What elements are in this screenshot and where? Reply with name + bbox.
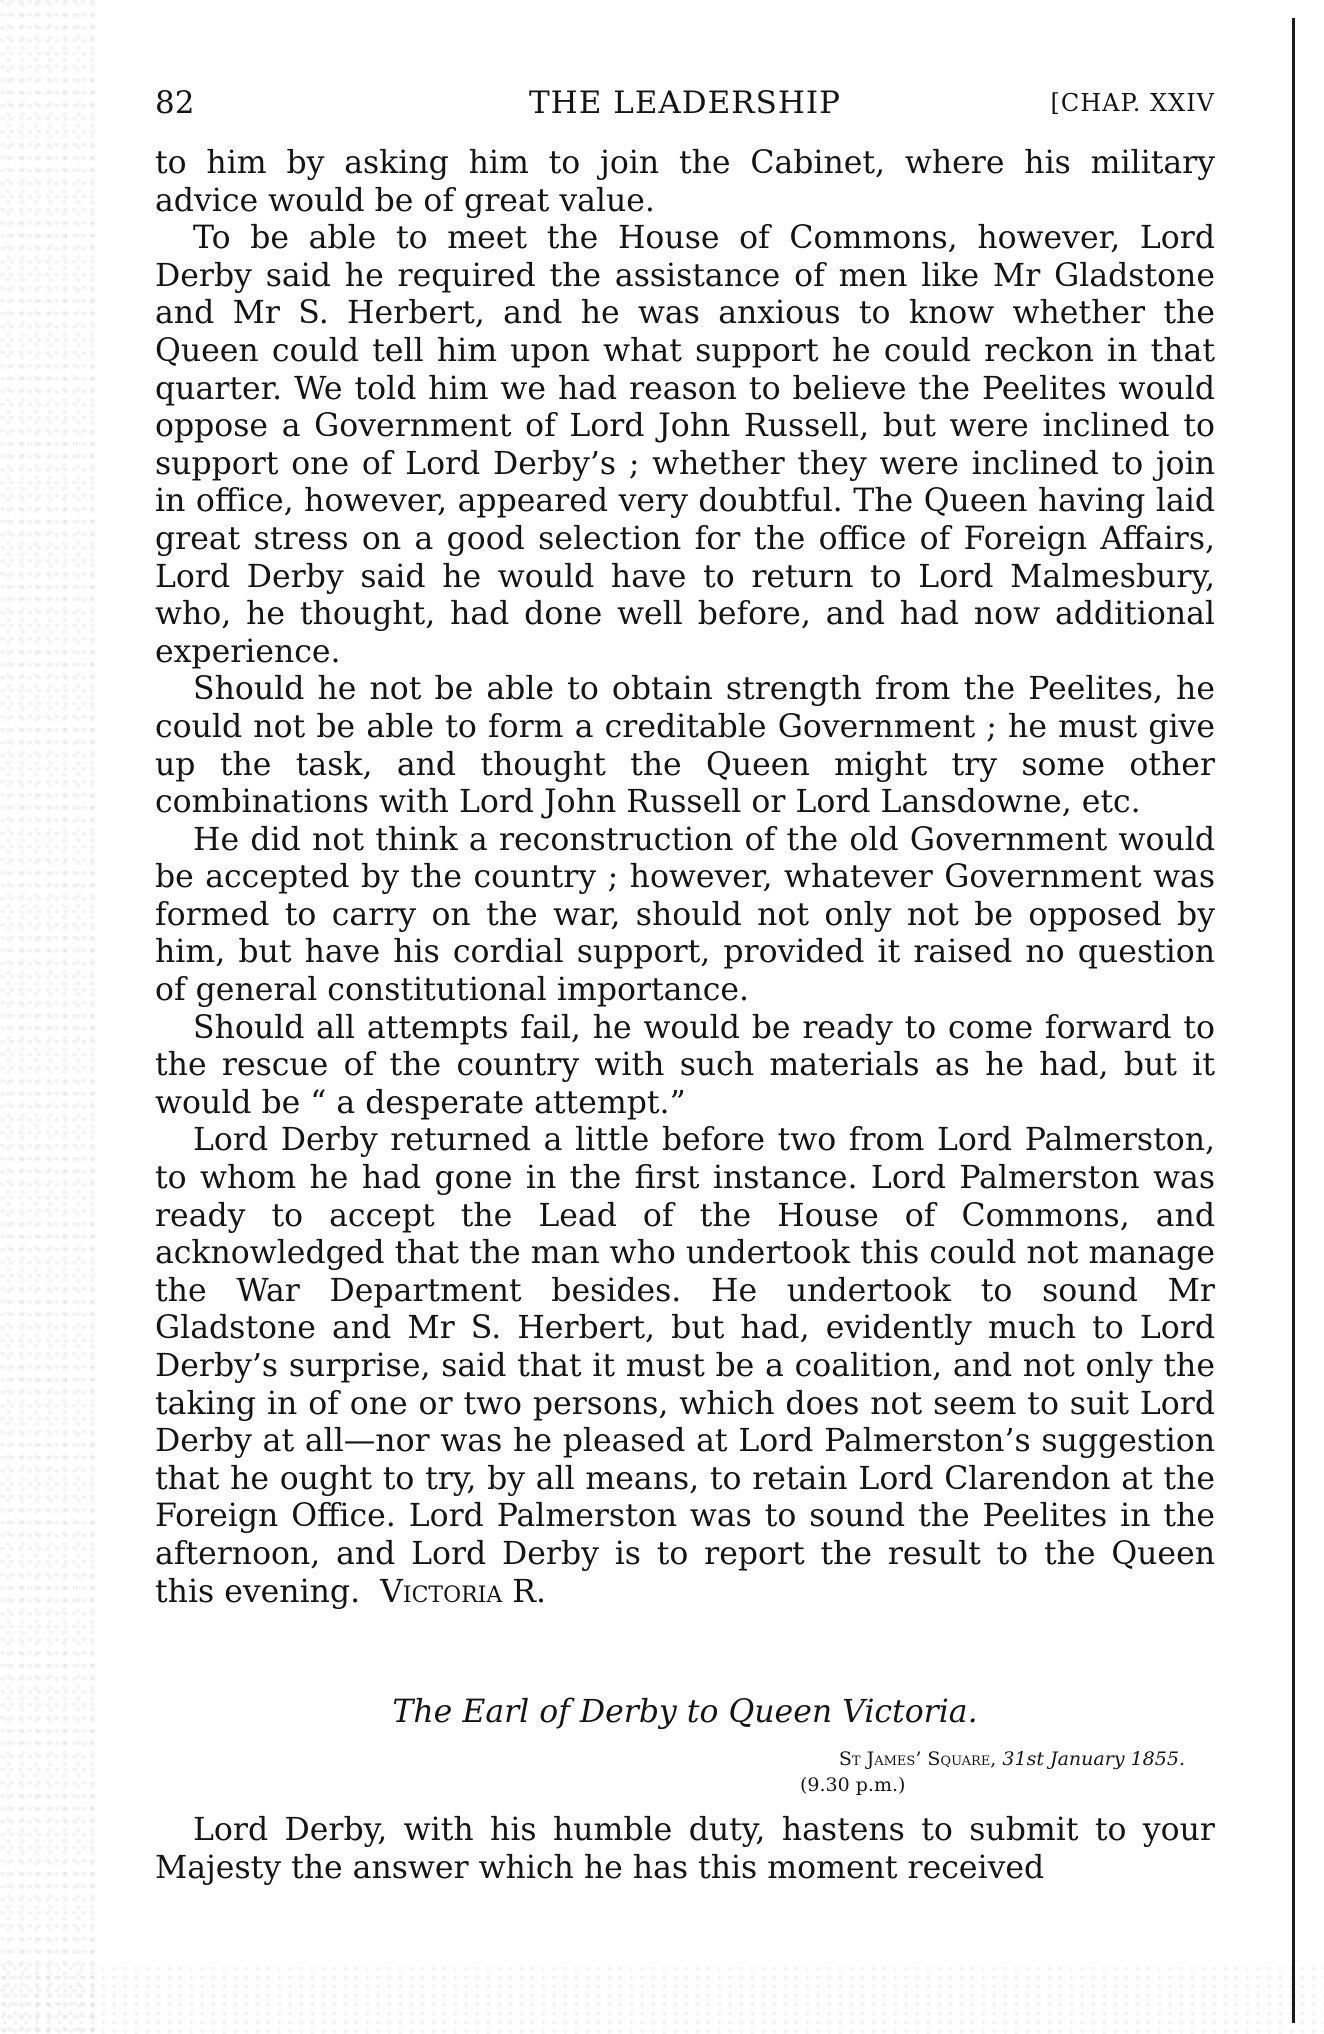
letter-dateline <box>155 1747 1185 1771</box>
running-title: THE LEADERSHIP <box>529 85 841 121</box>
paragraph-text: Lord Derby returned a little before two from Lord Palmerston, to whom he had gone in the first instance. Lord Palmerston was ready to accept the Lead of the House of Commons, and acknowledged that the man who undertook this could not manage the War Department besides. He undertook to sound Mr Gladstone and Mr S. Herbert, but had, evidently much to Lord Derby’s surprise, said that it must be a coalition, and not only the taking in of one or two persons, which does not seem to suit Lord Derby at all—nor was he pleased at Lord Palmerston’s suggestion that he ought to try, by all means, to retain Lord Clarendon at the Foreign Office. Lord Palmerston was to sound the Peelites in the afternoon, and Lord Derby is to report the result to the Queen this evening. <box>155 1122 1215 1610</box>
scan-bottom-speckle <box>0 1964 1324 2034</box>
letter-opening: Lord Derby, with his humble duty, hastens to submit to your Majesty the answer which he has this moment received <box>155 1812 1215 1886</box>
page-edge-rule <box>1292 18 1295 2023</box>
chapter-reference: [CHAP. XXIV <box>1050 89 1215 117</box>
main-text <box>155 145 1215 1611</box>
paragraph-with-signature <box>155 1122 1215 1611</box>
page-number: 82 <box>155 85 195 121</box>
letter-date: 31st January 1855. <box>1002 1748 1185 1770</box>
paragraph: Should he not be able to obtain strength from the Peelites, he could not be able to form a creditable Government ; he must give up the task, and thought the Queen might try some other combinations with Lord John Russell or Lord Lansdowne, etc. <box>155 671 1215 821</box>
paragraph: He did not think a reconstruction of the old Government would be accepted by the country ; however, whatever Government was formed to carry on the war, should not only not be opposed by him, but have his cordial support, provided it raised no question of general constitutional importance. <box>155 821 1215 1009</box>
paragraph: Should all attempts fail, he would be ready to come forward to the rescue of the country with such materials as he had, but it would be “ a desperate attempt.” <box>155 1009 1215 1121</box>
paragraph: To be able to meet the House of Commons, however, Lord Derby said he required the assistance of men like Mr Gladstone and Mr S. Herbert, and he was anxious to know whether the Queen could tell him upon what support he could reckon in that quarter. We told him we had reason to believe the Peelites would oppose a Government of Lord John Russell, but were inclined to support one of Lord Derby’s ; whether they were inclined to join in office, however, appeared very doubtful. The Queen having laid great stress on a good selection for the office of Foreign Affairs, Lord Derby said he would have to return to Lord Malmesbury, who, he thought, had done well before, and had now additional experience. <box>155 220 1215 670</box>
letter-place: St James’ Square, <box>838 1748 997 1770</box>
scan-binding-shadow <box>0 0 95 2034</box>
letter-time: (9.30 p.m.) <box>800 1774 906 1796</box>
paragraph: to him by asking him to join the Cabinet, where his military advice would be of great value. <box>155 145 1215 219</box>
letter-heading: The Earl of Derby to Queen Victoria. <box>392 1694 978 1730</box>
signature: Victoria R. <box>380 1573 547 1610</box>
running-header <box>155 78 1215 128</box>
